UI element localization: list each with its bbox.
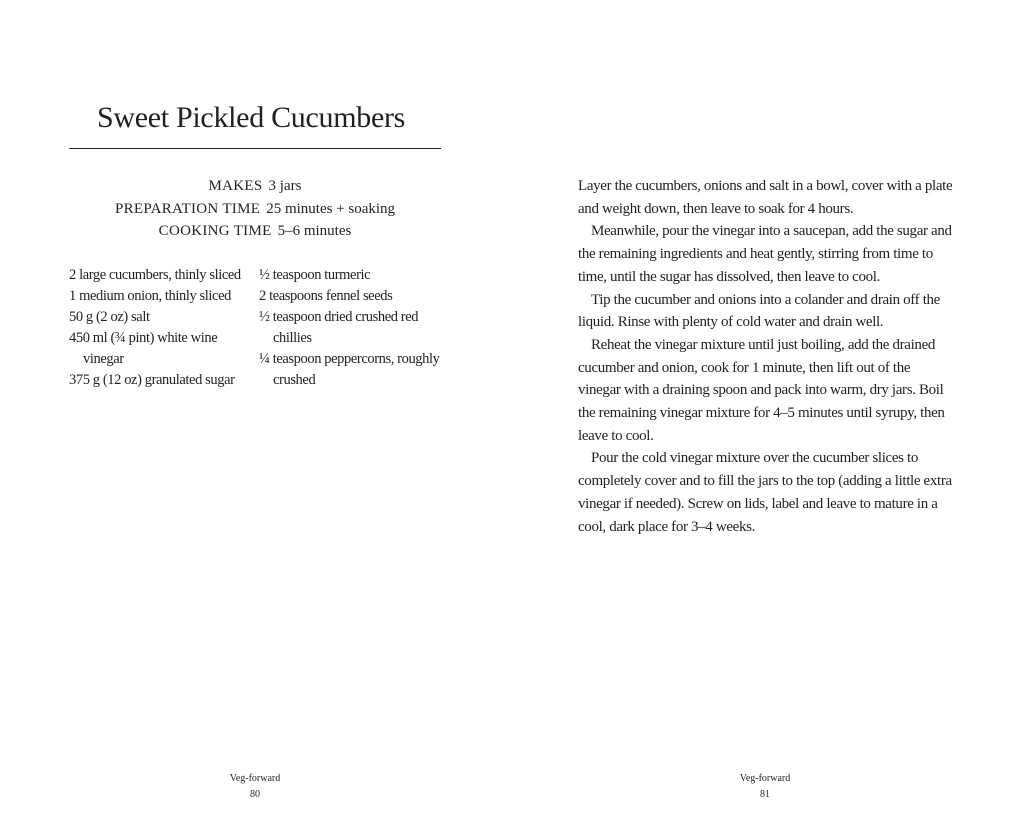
method-paragraph: Meanwhile, pour the vinegar into a saucepan, add the sugar and the remaining ingredients and heat gently, stirring from time to time, until the sugar has dissolved, then leave to cool.: [578, 223, 952, 285]
ingredient-item: 2 large cucumbers, thinly sliced: [69, 267, 241, 283]
ingredient-item: ½ teaspoon turmeric: [259, 267, 371, 283]
meta-label: MAKES: [208, 178, 263, 194]
ingredients-column-2: [259, 265, 459, 391]
recipe-meta: [69, 175, 441, 243]
ingredient-item: 450 ml (¾ pint) white wine vinegar: [69, 330, 218, 367]
running-footer-section: Veg-forward: [229, 773, 281, 784]
ingredient-item: 2 teaspoons fennel seeds: [259, 288, 393, 304]
ingredients-column-1: [69, 265, 255, 391]
page-number: 81: [760, 789, 770, 800]
ingredient-item: 375 g (12 oz) granulated sugar: [69, 372, 235, 388]
recipe-title: Sweet Pickled Cucumbers: [97, 101, 406, 134]
left-page-footer: [0, 771, 510, 803]
meta-value: 25 minutes + soaking: [266, 200, 396, 217]
meta-cooking-time: [69, 220, 441, 243]
title-divider: [69, 148, 441, 149]
meta-label: PREPARATION TIME: [114, 200, 261, 217]
method-paragraph: Layer the cucumbers, onions and salt in a bowl, cover with a plate and weight down, then leave to soak for 4 hours.: [578, 178, 953, 217]
ingredient-item: 50 g (2 oz) salt: [69, 309, 150, 325]
meta-makes: [69, 175, 441, 198]
ingredient-item: 1 medium onion, thinly sliced: [69, 288, 231, 304]
ingredient-item: ¼ teaspoon peppercorns, roughly crushed: [259, 351, 440, 388]
running-footer-section: Veg-forward: [739, 773, 791, 784]
right-page-footer: [510, 771, 1020, 803]
ingredient-item: ½ teaspoon dried crushed red chillies: [259, 309, 419, 346]
method-paragraph: Tip the cucumber and onions into a colander and drain off the liquid. Rinse with plenty of cold water and drain well.: [578, 291, 940, 331]
meta-value: 3 jars: [268, 178, 302, 194]
method-paragraph: Reheat the vinegar mixture until just boiling, add the drained cucumber and onion, cook for 1 minute, then lift out of the vinegar with a draining spoon and pack into warm, dry jars. Boil the remaining vinegar mixture for 4–5 minutes until syrupy, then leave to cool.: [578, 336, 945, 444]
method-paragraph: Pour the cold vinegar mixture over the cucumber slices to completely cover and to fill the jars to the top (adding a little extra vinegar if needed). Screw on lids, label and leave to mature in a cool, dark place for 3–4 weeks.: [578, 450, 952, 535]
recipe-method: [578, 175, 956, 538]
meta-preparation-time: [69, 198, 441, 221]
right-page: [510, 0, 1020, 818]
meta-value: 5–6 minutes: [277, 223, 352, 239]
page-number: 80: [250, 789, 260, 800]
meta-label: COOKING TIME: [158, 223, 272, 239]
